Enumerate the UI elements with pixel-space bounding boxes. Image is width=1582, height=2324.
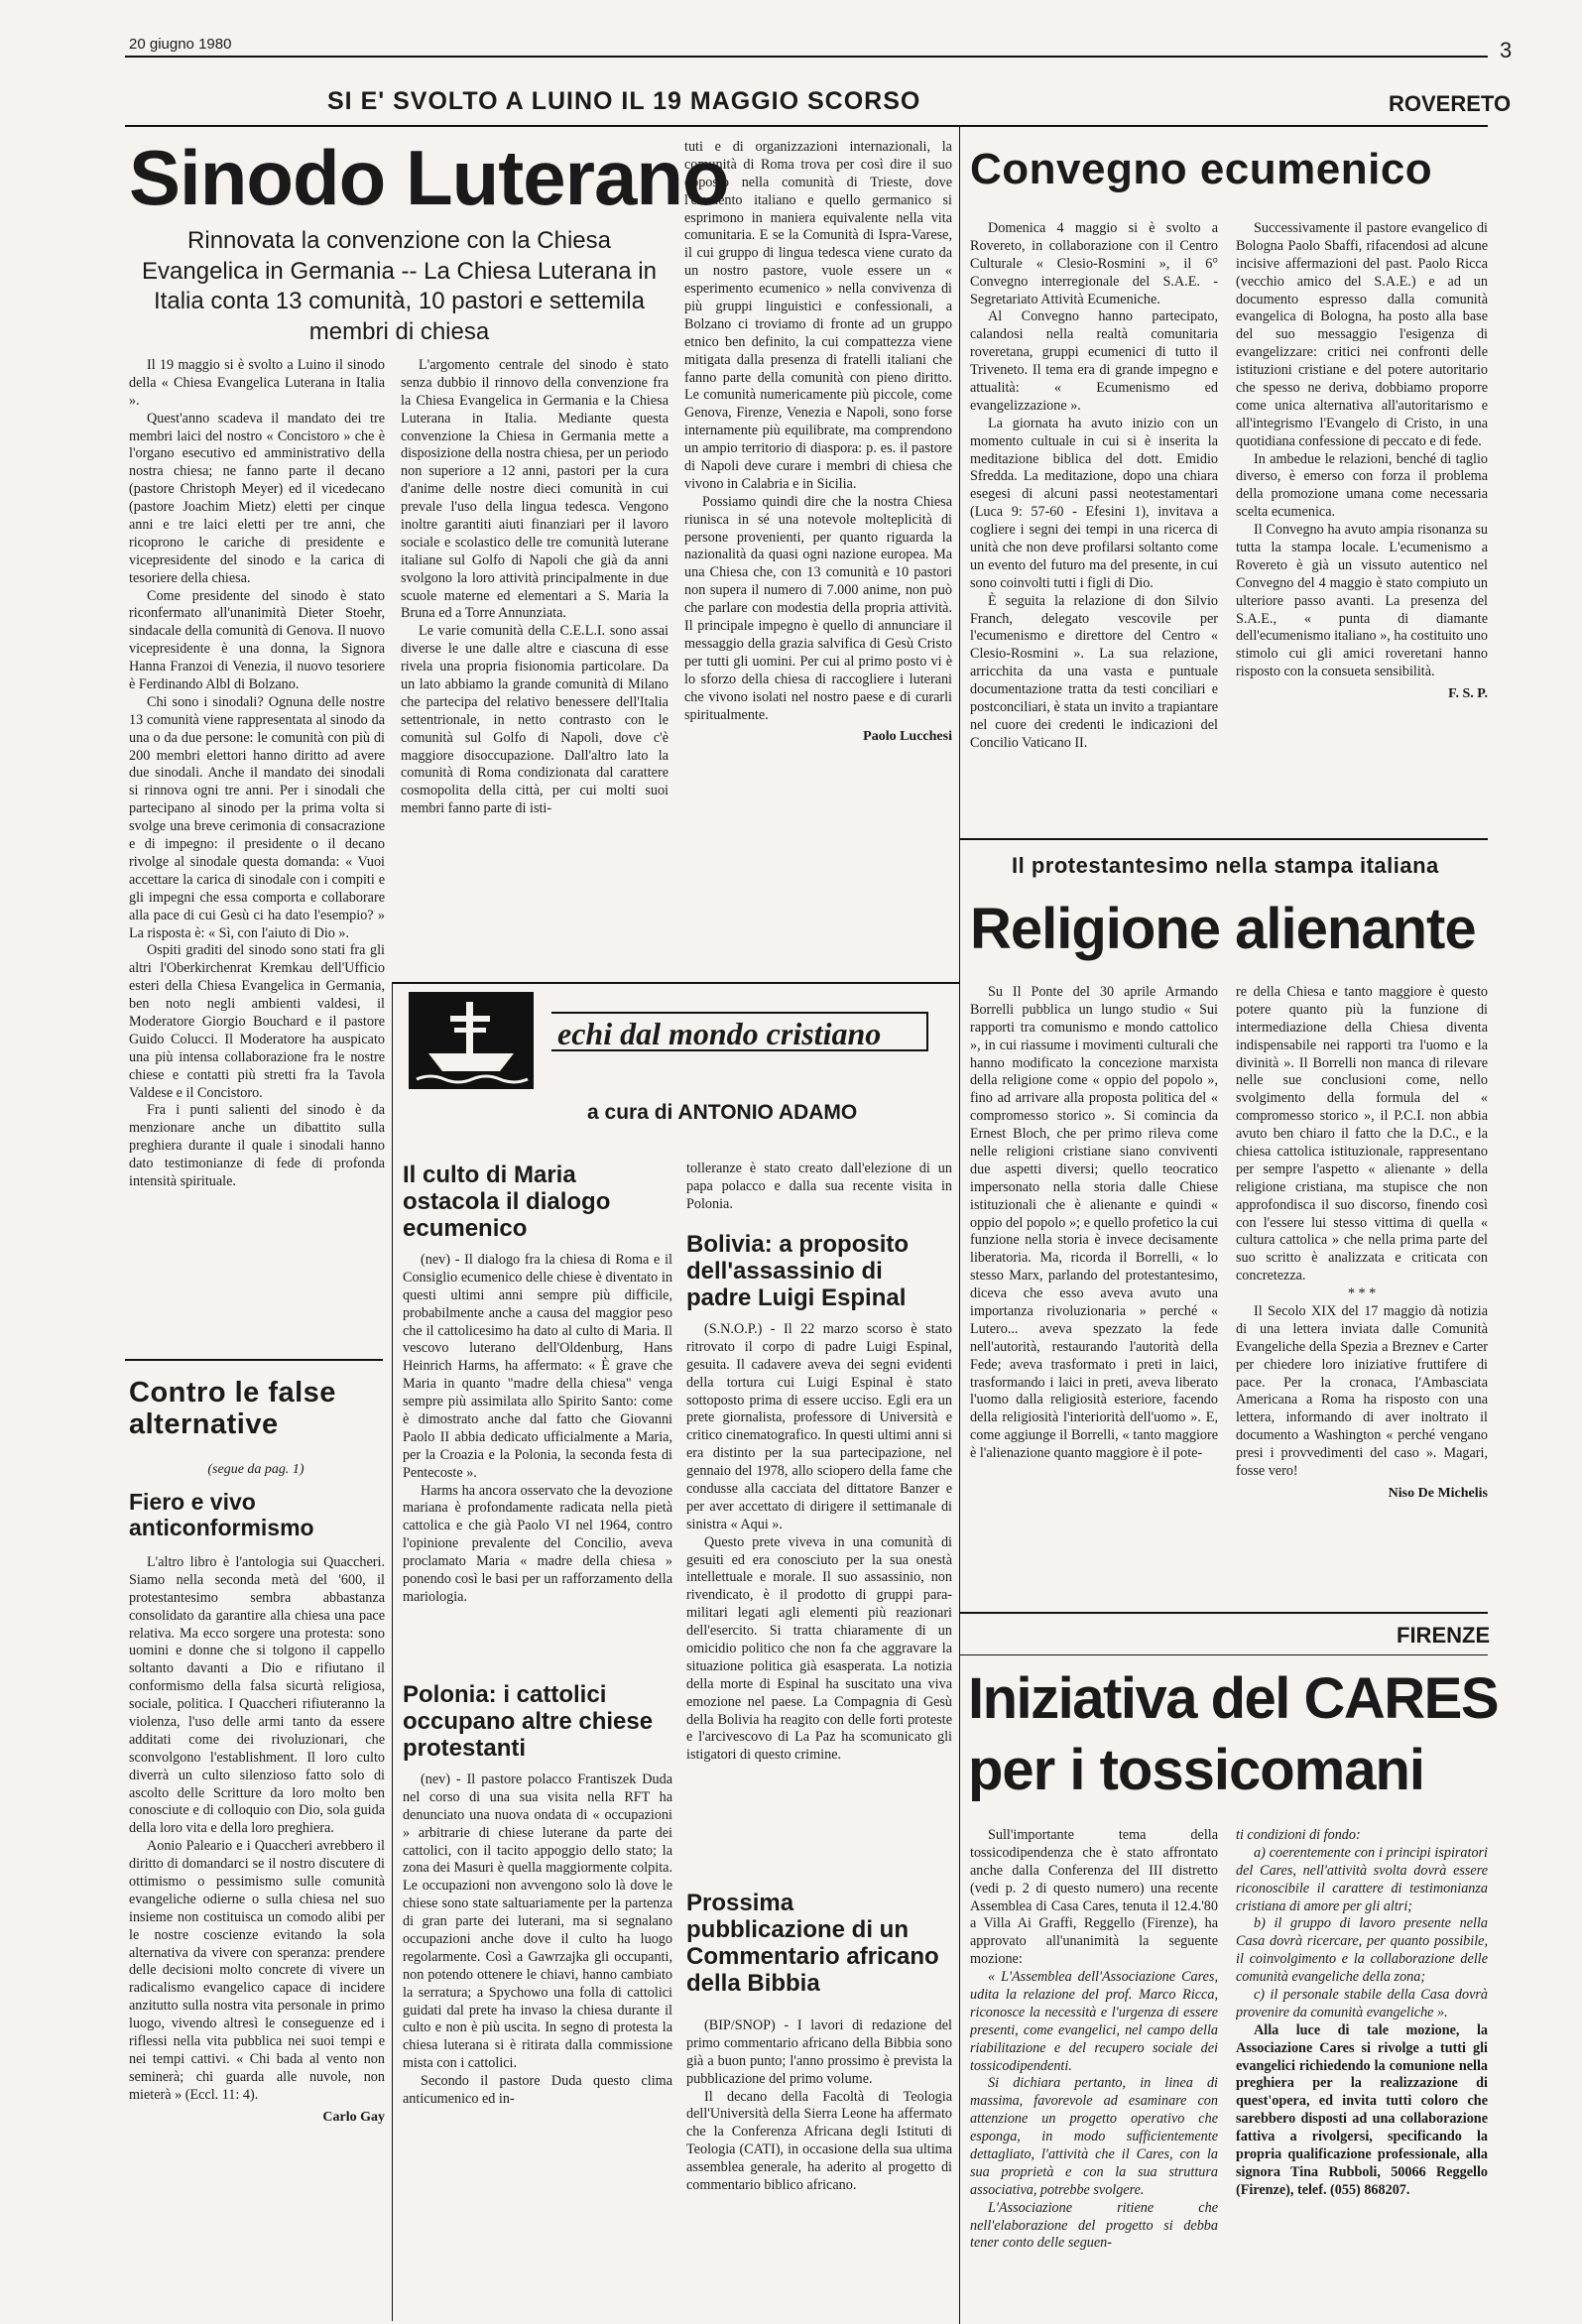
headline-culto: Il culto di Maria ostacola il dialogo ecumenico xyxy=(403,1162,611,1242)
convegno-col1: Domenica 4 maggio si è svolto a Rovereto, in collaborazione con il Centro Culturale « Clesio-Rosmini », il 6° Convegno interregionale del S.A.E. - Segretariato Attività Ecumeniche. Al Convegno hanno partecipato, calandosi nella realtà comunitaria roveretana, gruppi ecumenici di tutto il Triveneto. Il tema era di grande impegno e attualità: « Ecumenismo ed evangelizzazione ». La giornata ha avuto inizio con un momento cultuale in cui si è inserita la meditazione biblica del dott. Emidio Sfredda. La meditazione, dopo una chiara esegesi di alcuni passi neotestamentari (Luca 9: 57-60 - Efesini 1), invitava a cogliere i segni dei tempi in una ricerca di unità che non deve profilarsi soltanto come un evento del futuro ma del presente, in cui sono coinvolti tutti i figli di Dio. È seguita la relazione di don Silvio Franch, delegato vescovile per l'ecumenismo e direttore del Centro « Clesio-Rosmini ». La sua relazione, arricchita da una vasta e puntuale documentazione tratta da testi conciliari e postconciliari, è stata un invito a trapiantare nel cuore dei credenti le indicazioni del Concilio Vaticano II. xyxy=(970,220,1218,751)
convegno-author: F. S. P. xyxy=(1448,686,1488,702)
headline-bibbia: Prossima pubblicazione di un Commentario africano della Bibbia xyxy=(686,1890,939,1997)
echi-title: echi dal mondo cristiano xyxy=(551,1012,928,1051)
rule-firenze xyxy=(960,1612,1488,1614)
masthead-date: 20 giugno 1980 xyxy=(129,36,232,53)
religione-author: Niso De Michelis xyxy=(1388,1485,1488,1501)
echi-logo xyxy=(409,992,534,1089)
kicker-religione: Il protestantesimo nella stampa italiana xyxy=(1012,853,1439,878)
convegno-col2: Successivamente il pastore evangelico di Bologna Paolo Sbaffi, rifacendosi ad alcune incisive affermazioni del past. Paolo Ricca (vecchio amico del S.A.E.) e ad un documento espresso dalla comunità evangelica di Bologna, ha posto alla base del suo messaggio l'esigenza di evangelizzare: critici nei confronti delle istituzioni cristiane e del potere autoritario che spesso ne deriva, dobbiamo proporre come unica alternativa all'autoritarismo e all'integrismo l'Evangelo di Cristo, in una quotidiana confessione di peccato e di fede. In ambedue le relazioni, benché di taglio diverso, è emerso con forza il problema della promozione umana come necessaria scelta ecumenica. Il Convegno ha avuto ampia risonanza su tutta la stampa locale. L'ecumenismo a Rovereto è già un vissuto autentico nel Convegno del 4 maggio è stato compiuto un ulteriore passo avanti. La presenza del S.A.E., « punta di diamante dell'ecumenismo italiano », ha costituito uno stimolo cui gli amici roveretani hanno risposto con la consueta sensibilità. F. S. P. xyxy=(1236,220,1488,702)
sinodo-author: Paolo Lucchesi xyxy=(863,729,952,745)
cares-col2: ti condizioni di fondo: a) coerentemente con i principi ispiratori del Cares, nell'attività svolta dovrà essere riconoscibile il carattere di testimonianza cristiana di amore per gli altri; b) il gruppo di lavoro presente nella Casa dovrà ricercare, per quanto possibile, il coinvolgimento e la collaborazione delle comunità evangeliche della zona; c) il personale stabile della Casa dovrà provenire da comunità evangeliche ». Alla luce di tale mozione, la Associazione Cares si rivolge a tutti gli evangelici richiedendo la comunione nella preghiera per la realizzazione di quest'opera, ed invita tutti coloro che sarebbero disposti ad una collaborazione fattiva a rivolgersi, specificando la propria qualificazione professionale, alla signora Tina Rubboli, 50066 Reggello (Firenze), telef. (055) 868207. xyxy=(1236,1827,1488,2198)
polonia-body: (nev) - Il pastore polacco Frantiszek Duda nel corso di una sua visita nella RFT ha denunciato una nuova ondata di « occupazioni » arbitrarie di chiese luterane da parte dei cattolici, con il tacito appoggio dello stato; la zona dei Masuri è quella maggiormente colpita. Le occupazioni non avvengono solo là dove le chiese sono state saltuariamente per la partenza di gran parte dei luterani, ma si segnalano occupazioni anche dove il culto ha luogo regolarmente. Così a Gawrzajka gli occupanti, non potendo ottenere le chiavi, hanno cambiato la serratura; a Spychowo una folla di cattolici guidati dal prete ha invaso la chiesa durante il culto e non è più uscita. In segno di protesta la chiesa luterana si è ritirata dalla commissione mista con i cattolici. Secondo il pastore Duda questo clima anticumenico ed in- xyxy=(403,1772,672,2108)
bibbia-body: (BIP/SNOP) - I lavori di redazione del primo commentario africano della Bibbia sono già a buon punto; l'anno prossimo è prevista la pubblicazione del primo volume. Il decano della Facoltà di Teologia dell'Università della Sierra Leone ha affermato che la Conferenza Africana degli Istituti di Teologia (CATI), in occasione della sua ultima assemblea generale, ha aderito al progetto di commentario biblico africano. xyxy=(686,2018,952,2194)
cares-col1: Sull'importante tema della tossicodipendenza che è stato affrontato anche dalla Conferenza del III distretto (vedi p. 2 di questo numero) una recente Assemblea di Casa Cares, tenuta il 12.4.'80 a Villa Ai Graffi, Reggello (Firenze), ha approvato all'unanimità la seguente mozione: « L'Assemblea dell'Associazione Cares, udita la relazione del prof. Marco Ricca, riconosce la necessità e l'urgenza di essere presenti, come evangelici, nel campo della riabilitazione e del recupero sociale dei tossicodipendenti. Si dichiara pertanto, in linea di massima, favorevole ad esaminare con attenzione un progetto operativo che esponga, in modo sufficientemente dettagliato, l'attività che il Cares, con la sua proprietà e con la sua struttura associativa, potrebbe svolgere. L'Associazione ritiene che nell'elaborazione del progetto si debba tener conto delle seguen- xyxy=(970,1827,1218,2252)
kicker-rovereto: ROVERETO xyxy=(1389,91,1512,116)
contro-body: L'altro libro è l'antologia sui Quaccheri. Siamo nella seconda metà del '600, il protestantesimo sembra abbastanza consolidato da garantire alla chiesa una pace relativa. Ma ecco sorgere una protesta: sono uomini e donne che si tolgono il cappello soltanto davanti a Dio e rifiutano il conformismo della falsa sicurtà religiosa, sociale, politica. I Quaccheri rifiuteranno la violenza, l'uso delle armi tanto da essere additati come dei rivoluzionari, che sconvolgono l'establishment. Il loro culto diverrà un culto silenzioso fatto solo di ascolto delle Scritture da loro molto ben conosciute e di colloquio con Dio, sola guida della loro vita e della loro preghiera. Aonio Paleario e i Quaccheri avrebbero il diritto di domandarci se il nostro discutere di ottimismo o pessimismo sulle comunità evangeliche odierne o sulla chiesa nel suo insieme non costituisca un comodo alibi per le nostre coscienze evitando la sola alternativa da vivere con speranza: prendere delle decisioni molto concrete di vivere un radicalismo evangelico capace di incidere anzitutto sulla nostra vita personale in primo luogo, vivendo altresì le conseguenze ed i riflessi nella vita pubblica nei suoi tempi e nei tempi cattivi. « Chi bada al vento non seminerà; chi guarda alle nuvole, non mieterà » (Eccl. 11: 4). Carlo Gay xyxy=(129,1554,385,2125)
headline-convegno: Convegno ecumenico xyxy=(970,145,1433,193)
kicker-luino: SI E' SVOLTO A LUINO IL 19 MAGGIO SCORSO xyxy=(327,87,921,115)
culto-body: (nev) - Il dialogo fra la chiesa di Roma e il Consiglio ecumenico delle chiese è diventato in questi ultimi anni sempre più difficile, probabilmente anche a causa del maggior peso che il cattolicesimo ha dato al culto di Maria. Il vescovo luterano dell'Oldenburg, Hans Heinrich Harms, ha affermato: « È grave che Maria in quanto "madre della chiesa" venga sempre più assimilata allo Spirito Santo: come è dimostrato anche dal fatto che Giovanni Paolo II abbia dedicato ufficialmente a Maria, per la Croazia e la Polonia, la seconda festa di Pentecoste ». Harms ha ancora osservato che la devozione mariana è profondamente radicata nella pietà cattolica e che già Paolo VI nel 1964, contro l'opinione prevalente del Concilio, aveva proclamato Maria « madre della chiesa » ponendo così le basi per un rafforzamento della mariologia. xyxy=(403,1252,672,1605)
headline-cares-1: Iniziativa del CARES xyxy=(968,1666,1499,1731)
headline-cares-2: per i tossicomani xyxy=(968,1738,1425,1802)
vrule-left xyxy=(392,982,393,2321)
subhead-contro: Fiero e vivo anticonformismo xyxy=(129,1489,314,1540)
headline-religione: Religione alienante xyxy=(970,897,1476,961)
cross-boat-icon xyxy=(409,992,534,1089)
subtitle-sinodo: Rinnovata la convenzione con la Chiesa Evangelica in Germania -- La Chiesa Luterana in Italia conta 13 comunità, 10 pastori e settemila membri di chiesa xyxy=(142,227,657,346)
religione-col2: re della Chiesa e tanto maggiore è questo potere quanto più la funzione di intermediazione della Chiesa diventa indispensabile nei rapporti tra l'uomo e la divinità ». Il Borrelli non manca di rilevare nelle sue conclusioni come, nello svolgimento della formula del « compromesso storico », il P.C.I. non abbia avuto ben chiaro il fatto che la D.C., e la chiesa cattolica istituzionale, rappresentano per sempre l'aspetto « alienante » della religione cristiana, ma stupisce che non approfondisca il suo discorso, finendo così con l'essere lui stesso vittima di quella « cultura cattolica » che nella prima parte del suo scritto è analizzata e criticata con concretezza. * * * Il Secolo XIX del 17 maggio dà notizia di una lettera inviata dalle Comunità Evangeliche della Spezia a Breznev e Carter per chiedere loro iniziative fruttifere di pace. Per la cronaca, l'Ambasciata Americana a Roma ha risposto con una lettera, informando di aver inoltrato il documento a Washington « perché vengano presi i provvedimenti del caso ». Magari, fosse vero! Niso De Michelis xyxy=(1236,984,1488,1501)
vrule-right xyxy=(959,127,960,2324)
bolivia-body: (S.N.O.P.) - Il 22 marzo scorso è stato ritrovato il corpo di padre Luigi Espinal, gesuita. Il cadavere aveva dei segni evidenti della tortura cui Luigi Espinal è stato sottoposto prima di essere ucciso. Egli era un prete giornalista, professore di Università e critico cinematografico. In questi ultimi anni si era distinto per la sua partecipazione, nel gennaio del 1978, allo sciopero della fame che condusse alla cacciata del dittatore Banzer e per aver accettato di dirigere il settimanale di sinistra « Aqui ». Questo prete viveva in una comunità di gesuiti ed era conosciuto per la sua onestà intellettuale e morale. Il suo assassinio, non rivendicato, è il prodotto di gruppi para-militari legati agli elementi più reazionari dell'esercito. Si tratta chiaramente di un omicidio politico che non fa che aggravare la situazione politica già esasperata. La notizia della morte di Espinal ha suscitato una viva emozione nel paese. La Compagnia di Gesù della Bolivia ha reagito con delle forti proteste e l'arcivescovo di La Paz ha scomunicato gli istigatori di questo crimine. xyxy=(686,1321,952,1764)
rule-religione xyxy=(960,838,1488,840)
masthead-rule xyxy=(125,56,1488,58)
headline-sinodo: Sinodo Luterano xyxy=(129,134,729,221)
rule-top xyxy=(125,125,1488,127)
kicker-firenze: FIRENZE xyxy=(1397,1623,1491,1648)
rule-cares xyxy=(960,1654,1488,1655)
separator-stars: * * * xyxy=(1347,1285,1377,1302)
sinodo-col3: tuti e di organizzazioni internazionali, la comunità di Roma trova per così dire il suo opposto nella comunità di Trieste, dove l'elemento italiano e quello germanico si esprimono in maniera equivalente nella vita comunitaria. E se la Comunità di Ispra-Varese, il cui gruppo di lingua tedesca viene curato da un nostro pastore, vuole essere un « esperimento ecumenico » nella convivenza di più gruppi linguistici e confessionali, a Bolzano ci troviamo di fronte ad un gruppo etnico ben definito, la cui compattezza viene mitigata dalla presenza di fratelli italiani che fanno parte della comunità con pieno diritto. Le comunità numericamente più piccole, come Genova, Firenze, Venezia e Napoli, sono forse internamente più equilibrate, ma comprendono un ampio territorio di diaspora: p. es. il pastore di Napoli deve curare i membri di chiesa che vivono in Calabria e in Sicilia. Possiamo quindi dire che la nostra Chiesa riunisca in sé una notevole molteplicità di persone provenienti, per quanto riguarda la nazionalità da quasi ogni nazione europea. Ma una Chiesa che, con 13 comunità e 10 pastori non supera il numero di 7.000 anime, non può che parlare con modestia della propria attività. Il principale impegno è quello di annunciare il messaggio della grazia salvifica di Gesù Cristo per tutti gli uomini. Per cui al primo posto vi è lo sforzo della chiesa di raccogliere i luterani che vivono isolati nel nostro paese e di curarli spiritualmente. Paolo Lucchesi xyxy=(684,139,952,745)
religione-col1: Su Il Ponte del 30 aprile Armando Borrelli pubblica un lungo studio « Sui rapporti tra comunismo e mondo cattolico », in cui riassume i movimenti culturali che hanno modificato la concezione marxista della religione come « oppio del popolo », fino ad arrivare alla proposta politica del « compromesso storico ». Si comincia da Ernest Bloch, che per primo rileva come nelle religioni cristiane siano conviventi due aspetti diversi; quello teocratico impersonato nella storia dalle Chiese istituzionali che è alienante e quindi « oppio del popolo »; e quello profetico la cui funzione nella storia è invece decisamente liberatoria. Ma, ricorda il Borrelli, « lo stesso Marx, parlando del protestantesimo, diceva che esso aveva avuto una importanza rivoluzionaria » perché « Lutero... aveva spezzato la fede nell'autorità, restaurando l'autorità della Fede; aveva trasformato i preti in laici, trasformando i laici in preti, aveva liberato l'uomo dalla religiosità esteriore, facendo della religiosità l'interiorità dell'uomo ». E, come aggiunge il Borrelli, « tanto maggiore è l'alienazione quanto maggiore è il pote- xyxy=(970,984,1218,1462)
rule-echi xyxy=(392,982,959,984)
page-number: 3 xyxy=(1500,38,1513,62)
contro-author: Carlo Gay xyxy=(322,2109,385,2125)
echi-byline: a cura di ANTONIO ADAMO xyxy=(587,1101,858,1124)
sinodo-col1: Il 19 maggio si è svolto a Luino il sinodo della « Chiesa Evangelica Luterana in Italia ». Quest'anno scadeva il mandato dei tre membri laici del nostro « Concistoro » che è l'organo esecutivo ed amministrativo della nostra chiesa; ne fanno parte il decano (pastore Christoph Meyer) ed il vicedecano (pastore Joachim Mietz) eletti per cinque anni e tre laici eletti per tre anni, che ricoprono le cariche di presidente e vicepresidente del sinodo e la carica di tesoriere della chiesa. Come presidente del sinodo è stato riconfermato all'unanimità Dieter Stoehr, sindacale della comunità di Genova. Il nuovo vicepresidente è una donna, la Signora Hanna Franzoi di Venezia, il nuovo tesoriere è Ferdinando Albl di Bolzano. Chi sono i sinodali? Ognuna delle nostre 13 comunità viene rappresentata al sinodo da una o da due persone: le comunità con più di 200 membri elettori hanno diritto ad avere due sinodali. Anche il mandato dei sinodali si rinnova ogni tre anni. Per i sinodali che partecipano al sinodo per la prima volta si svolge una breve cerimonia di consacrazione e di impegno: il presidente o il decano rivolge al sinodale questa domanda: « Vuoi accettare la carica di sinodale con i compiti e gli impegni che essa comporta e collaborare alla pace di cui Gesù ci ha dato l'esempio? » La risposta è: « Sì, con l'aiuto di Dio ». Ospiti graditi del sinodo sono stati fra gli altri l'Oberkirchenrat Kremkau dell'Ufficio esteri della Chiesa Evangelica in Germania, ben noto negli ambienti valdesi, il Moderatore Giorgio Bouchard e il pastore Guido Colucci. Il Moderatore ha auspicato una più intensa collaborazione fra le nostre chiese e contatti più stretti fra la Tavola Valdese e il Concistoro. Fra i punti salienti del sinodo è da menzionare anche un dibattito sulla preghiera durante il quale i sinodali hanno dato testimonianze di fede di profonda intensità spirituale. xyxy=(129,357,385,1189)
headline-bolivia: Bolivia: a proposito dell'assassinio di padre Luigi Espinal xyxy=(686,1231,910,1311)
headline-polonia: Polonia: i cattolici occupano altre chiese protestanti xyxy=(403,1681,654,1762)
culto-tail: tolleranze è stato creato dall'elezione di un papa polacco e dalla sua recente visita in Polonia. xyxy=(686,1161,952,1212)
sinodo-col2: L'argomento centrale del sinodo è stato senza dubbio il rinnovo della convenzione fra la Chiesa Evangelica in Germania e la Chiesa Luterana in Italia. Mediante questa convenzione la Chiesa in Germania mette a disposizione della nostra chiesa, per un periodo non superiore a 12 anni, pastori per la cura d'anime delle nostre dieci comunità in cui prevale l'uso della lingua tedesca. Vengono inoltre garantiti aiuti finanziari per il lavoro sociale e scolastico delle tre comunità luterane italiane sul Golfo di Napoli che già da anni svolgono la loro attività principalmente in due scuole materne ed elementari a S. Maria la Bruna ed a Torre Annunziata. Le varie comunità della C.E.L.I. sono assai diverse le une dalle altre e ciascuna di esse rivela una propria fisionomia particolare. Da un lato abbiamo la grande comunità di Milano che partecipa del relativo benessere dell'Italia settentrionale, in netto contrasto con le comunità sul Golfo di Napoli, dove c'è maggiore disoccupazione. Dall'altro lato la comunità di Roma condizionata dal carattere cosmopolita della città, per cui molti suoi membri fanno parte di isti- xyxy=(401,357,669,817)
rule-contro xyxy=(125,1359,383,1361)
contro-continued: (segue da pag. 1) xyxy=(207,1462,304,1477)
headline-contro: Contro le false alternative xyxy=(129,1377,336,1441)
